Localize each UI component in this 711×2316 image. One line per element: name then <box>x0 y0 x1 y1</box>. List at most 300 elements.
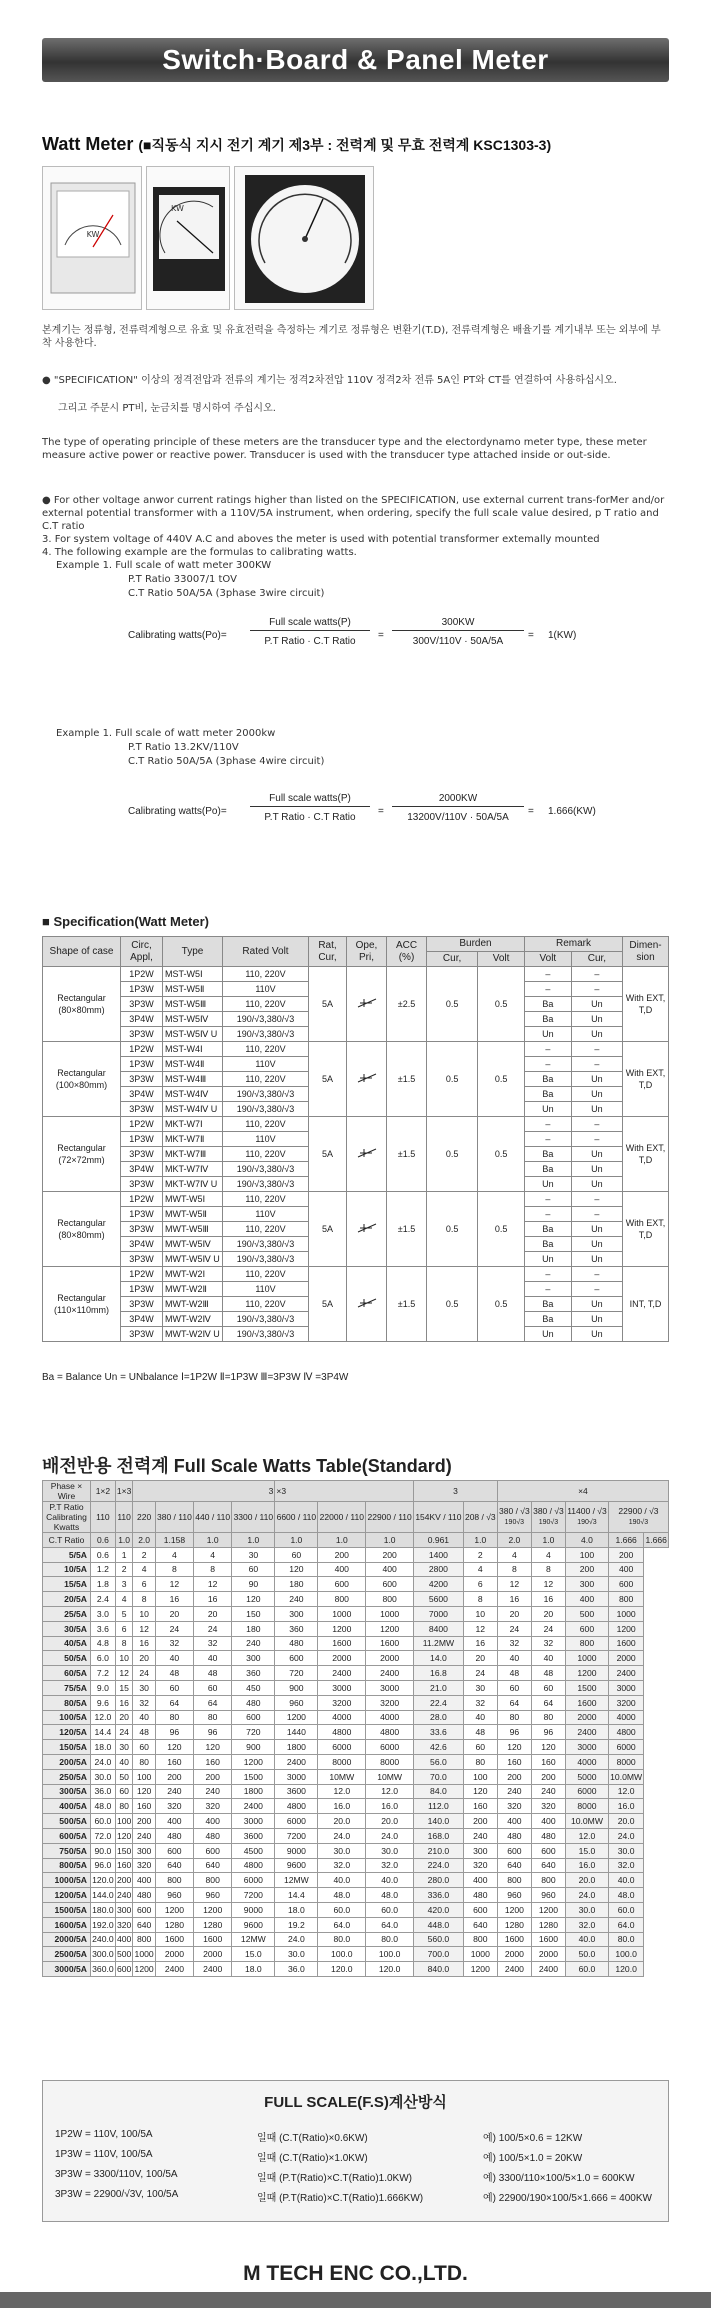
watts-cell: 200 <box>608 1547 643 1562</box>
watts-cell: 1500 <box>232 1769 275 1784</box>
watts-cell: 48.0 <box>608 1888 643 1903</box>
watts-cell: 360 <box>275 1621 318 1636</box>
spec-volt: 110V <box>223 1282 309 1297</box>
watts-cell: 15 <box>115 1680 133 1695</box>
watts-cell: 6000 <box>275 1814 318 1829</box>
kr-bullet-2: 그리고 주문시 PT비, 눈금치를 명시하여 주십시오. <box>58 403 276 414</box>
watts-cell: 300 <box>565 1577 608 1592</box>
en-item-4: 4. The following example are the formulas to calibrating watts. <box>42 547 357 558</box>
ct-ratio-cell: 5/5A <box>43 1547 91 1562</box>
ct-ratio-cell: 1200/5A <box>43 1888 91 1903</box>
watts-cell: 210.0 <box>414 1843 464 1858</box>
watts-cell: 60 <box>155 1680 193 1695</box>
watts-cell: 20 <box>155 1606 193 1621</box>
watts-cell: 42.6 <box>414 1740 464 1755</box>
watts-cell: 160 <box>194 1754 232 1769</box>
watts-cell: 1000 <box>463 1947 497 1962</box>
watts-cell: 40.0 <box>608 1873 643 1888</box>
ex2-result: 1.666(KW) <box>548 806 596 817</box>
watts-cell: 20.0 <box>608 1814 643 1829</box>
watts-cell: 56.0 <box>414 1754 464 1769</box>
spec-type: MWT-W2Ⅰ <box>163 1267 223 1282</box>
spec-rat-cur: 5A <box>309 1267 347 1342</box>
watts-cell: 64.0 <box>366 1917 414 1932</box>
watts-cell: 30.0 <box>275 1947 318 1962</box>
spec-remark-cur: – <box>571 1117 622 1132</box>
watts-cell: 9000 <box>232 1902 275 1917</box>
spec-remark-volt: – <box>524 1267 571 1282</box>
spec-th-dim: Dimen-sion <box>623 937 669 967</box>
ct-ratio-cell: 200/5A <box>43 1754 91 1769</box>
watts-cell: 30.0 <box>565 1902 608 1917</box>
watts-cell: 16 <box>531 1592 565 1607</box>
watts-cell: 200 <box>318 1547 366 1562</box>
table-row <box>43 1784 669 1799</box>
ct-ratio-cell: 60/5A <box>43 1666 91 1681</box>
watts-cell: 400 <box>366 1562 414 1577</box>
tot-ct-cell: 1.0 <box>194 1533 232 1548</box>
spec-remark-volt: Ba <box>524 1162 571 1177</box>
watts-cell: 12MW <box>232 1932 275 1947</box>
watts-cell: 5600 <box>414 1592 464 1607</box>
operating-principle-icon <box>347 1267 387 1342</box>
watts-cell: 4500 <box>232 1843 275 1858</box>
watts-cell: 32 <box>155 1636 193 1651</box>
watts-cell: 3 <box>115 1577 133 1592</box>
spec-volt: 110V <box>223 982 309 997</box>
tot-pt-cell <box>91 1502 116 1533</box>
watts-cell: 640 <box>497 1858 531 1873</box>
tot-pt-value: 11400 / √3 <box>567 1506 607 1516</box>
ct-ratio-cell: 20/5A <box>43 1592 91 1607</box>
spec-circ: 1P2W <box>121 1042 163 1057</box>
watts-cell: 48 <box>531 1666 565 1681</box>
watts-cell: 60 <box>194 1680 232 1695</box>
spec-type: MST-W4Ⅲ <box>163 1072 223 1087</box>
watts-cell: 12.0 <box>91 1710 116 1725</box>
spec-shape: Rectangular (72×72mm) <box>43 1117 121 1192</box>
spec-th-remark: Remark <box>524 937 622 952</box>
watts-cell: 32.0 <box>366 1858 414 1873</box>
watts-cell: 200 <box>115 1873 133 1888</box>
watts-cell: 40 <box>463 1710 497 1725</box>
section-title <box>42 134 551 155</box>
ct-ratio-cell: 1000/5A <box>43 1873 91 1888</box>
watts-cell: 12 <box>497 1577 531 1592</box>
watts-cell: 100 <box>133 1769 155 1784</box>
watts-cell: 30 <box>463 1680 497 1695</box>
tot-pt-value: 110 <box>96 1512 110 1522</box>
spec-remark-cur: Un <box>571 1312 622 1327</box>
watts-cell: 9000 <box>275 1843 318 1858</box>
tot-phase-x3: ×3 <box>275 1481 414 1502</box>
watts-cell: 180 <box>275 1577 318 1592</box>
operating-principle-icon <box>347 1042 387 1117</box>
table-row <box>43 1947 669 1962</box>
spec-remark-volt: Ba <box>524 1222 571 1237</box>
watts-cell: 1 <box>115 1547 133 1562</box>
watts-cell: 200 <box>463 1814 497 1829</box>
tot-ct-cell: 1.0 <box>232 1533 275 1548</box>
kw-label-2: KW <box>171 204 184 213</box>
watts-cell: 30.0 <box>608 1843 643 1858</box>
watts-cell: 150 <box>115 1843 133 1858</box>
spec-circ: 1P2W <box>121 1192 163 1207</box>
watts-cell: 600 <box>133 1902 155 1917</box>
spec-dim: With EXT, T,D <box>623 1117 669 1192</box>
watts-cell: 120 <box>232 1592 275 1607</box>
watts-cell: 1600 <box>366 1636 414 1651</box>
watts-cell: 720 <box>232 1725 275 1740</box>
fs-line-4c: 예) 22900/190×100/5×1.666 = 400KW <box>483 2193 652 2204</box>
watts-cell: 16 <box>194 1592 232 1607</box>
watts-cell: 180 <box>232 1621 275 1636</box>
watts-cell: 1800 <box>232 1784 275 1799</box>
spec-th-acc: ACC (%) <box>387 937 427 967</box>
spec-remark-volt: Un <box>524 1177 571 1192</box>
watts-cell: 1200 <box>565 1666 608 1681</box>
watts-cell: 1200 <box>366 1621 414 1636</box>
watts-cell: 48.0 <box>91 1799 116 1814</box>
watts-cell: 120.0 <box>608 1962 643 1977</box>
en-item-3: 3. For system voltage of 440V A.C and aboves the meter is used with potential transformer extemally mounted <box>42 534 600 545</box>
tot-phase-x4: ×4 <box>497 1481 668 1502</box>
watts-cell: 15.0 <box>232 1947 275 1962</box>
watts-cell: 19.2 <box>275 1917 318 1932</box>
watts-cell: 200 <box>133 1814 155 1829</box>
watts-cell: 8 <box>115 1636 133 1651</box>
tot-phase-3: 3 <box>133 1481 275 1502</box>
watts-cell: 10 <box>115 1651 133 1666</box>
spec-remark-cur: – <box>571 1192 622 1207</box>
watts-cell: 800 <box>366 1592 414 1607</box>
watts-cell: 90 <box>232 1577 275 1592</box>
meter-photo-3-art <box>235 167 375 311</box>
tot-phase-label: Phase × Wire <box>43 1481 91 1502</box>
watts-cell: 160 <box>133 1799 155 1814</box>
watts-cell: 800 <box>531 1873 565 1888</box>
watts-cell: 960 <box>531 1888 565 1903</box>
watts-cell: 200 <box>565 1562 608 1577</box>
watts-cell: 6000 <box>318 1740 366 1755</box>
watts-cell: 120 <box>275 1562 318 1577</box>
spec-volt: 110, 220V <box>223 1297 309 1312</box>
watts-cell: 300.0 <box>91 1947 116 1962</box>
ct-ratio-cell: 2000/5A <box>43 1932 91 1947</box>
watts-cell: 12 <box>463 1621 497 1636</box>
watts-cell: 1200 <box>275 1710 318 1725</box>
watts-cell: 1200 <box>497 1902 531 1917</box>
spec-type: MWT-W5Ⅲ <box>163 1222 223 1237</box>
watts-cell: 1200 <box>463 1962 497 1977</box>
spec-remark-volt: – <box>524 967 571 982</box>
meter-photo-1 <box>42 166 142 310</box>
watts-cell: 600 <box>463 1902 497 1917</box>
fs-line-4b: 일때 (P.T(Ratio)×C.T(Ratio)1.666KW) <box>257 2193 424 2204</box>
watts-cell: 80 <box>463 1754 497 1769</box>
table-row <box>43 1547 669 1562</box>
spec-dim: With EXT, T,D <box>623 1192 669 1267</box>
watts-cell: 800 <box>155 1873 193 1888</box>
watts-cell: 800 <box>497 1873 531 1888</box>
watts-cell: 144.0 <box>91 1888 116 1903</box>
table-row <box>43 1754 669 1769</box>
watts-cell: 400 <box>497 1814 531 1829</box>
watts-cell: 4 <box>531 1547 565 1562</box>
section-title-main: Watt Meter <box>42 134 134 154</box>
spec-rat-cur: 5A <box>309 1192 347 1267</box>
spec-circ: 3P4W <box>121 1312 163 1327</box>
tot-pt-cell <box>414 1502 464 1533</box>
spec-remark-volt: – <box>524 982 571 997</box>
tot-pt-cell <box>497 1502 531 1533</box>
watts-cell: 480 <box>155 1828 193 1843</box>
spec-remark-volt: Ba <box>524 1087 571 1102</box>
watts-cell: 480 <box>194 1828 232 1843</box>
spec-circ: 3P3W <box>121 1072 163 1087</box>
watts-cell: 300 <box>133 1843 155 1858</box>
watts-cell: 60.0 <box>318 1902 366 1917</box>
spec-type: MWT-W5Ⅳ U <box>163 1252 223 1267</box>
watts-cell: 640 <box>133 1917 155 1932</box>
tot-pt-value: 380 / 110 <box>157 1512 192 1522</box>
watts-cell: 2400 <box>275 1754 318 1769</box>
spec-volt: 190/√3,380/√3 <box>223 1087 309 1102</box>
table-row <box>43 1873 669 1888</box>
watts-cell: 10 <box>133 1606 155 1621</box>
spec-circ: 1P3W <box>121 1132 163 1147</box>
watts-cell: 12 <box>531 1577 565 1592</box>
watts-cell: 20 <box>194 1606 232 1621</box>
watts-cell: 12.0 <box>608 1784 643 1799</box>
watts-cell: 40.0 <box>318 1873 366 1888</box>
watts-cell: 32 <box>133 1695 155 1710</box>
en-paragraph: The type of operating principle of these meters are the transducer type and the electordynamo meter type, these meter measure active power or reactive power. Transducer is used with the transducer type attached inside or out-side. <box>42 437 647 461</box>
watts-cell: 160 <box>497 1754 531 1769</box>
spec-acc: ±1.5 <box>387 1192 427 1267</box>
watts-cell: 160 <box>531 1754 565 1769</box>
tot-ct-label: C.T Ratio <box>43 1533 91 1548</box>
spec-burden-volt: 0.5 <box>478 1117 525 1192</box>
tot-pt-value: 220 <box>137 1512 152 1522</box>
watts-cell: 1200 <box>155 1902 193 1917</box>
tot-phase-3b: 3 <box>414 1481 498 1502</box>
watts-cell: 32 <box>463 1695 497 1710</box>
spec-circ: 3P3W <box>121 1297 163 1312</box>
spec-remark-cur: Un <box>571 1087 622 1102</box>
watts-cell: 900 <box>232 1740 275 1755</box>
table-row <box>43 1710 669 1725</box>
fs-line-2c: 예) 100/5×1.0 = 20KW <box>483 2153 583 2164</box>
spec-burden-volt: 0.5 <box>478 1192 525 1267</box>
watts-cell: 192.0 <box>91 1917 116 1932</box>
ct-ratio-cell: 75/5A <box>43 1680 91 1695</box>
spec-remark-volt: Ba <box>524 1312 571 1327</box>
table-row <box>43 1917 669 1932</box>
ex1-pt: P.T Ratio 33007/1 tOV <box>128 574 237 585</box>
watts-cell: 32.0 <box>608 1858 643 1873</box>
watts-cell: 24.0 <box>366 1828 414 1843</box>
fs-line-1c: 예) 100/5×0.6 = 12KW <box>483 2133 583 2144</box>
watts-cell: 24 <box>463 1666 497 1681</box>
watts-cell: 32 <box>531 1636 565 1651</box>
tot-pt-value: 110 <box>117 1512 131 1522</box>
watts-cell: 60 <box>232 1562 275 1577</box>
watts-cell: 60 <box>463 1740 497 1755</box>
watts-cell: 600 <box>155 1843 193 1858</box>
watts-cell: 3000 <box>366 1680 414 1695</box>
watts-cell: 3000 <box>232 1814 275 1829</box>
kr-paragraph: 본계기는 정류형, 전류력계형으로 유효 및 유효전력을 측정하는 계기로 정류형은 변환기(T.D), 전류력계형은 배율기를 계기내부 또는 외부에 부착 사용한다. <box>42 325 661 349</box>
spec-remark-cur: Un <box>571 1177 622 1192</box>
spec-circ: 1P2W <box>121 1267 163 1282</box>
watts-cell: 6000 <box>232 1873 275 1888</box>
watts-cell: 96.0 <box>91 1858 116 1873</box>
watts-cell: 1600 <box>155 1932 193 1947</box>
watts-cell: 1000 <box>133 1947 155 1962</box>
watts-cell: 960 <box>497 1888 531 1903</box>
meter-photo-1-art <box>43 167 143 311</box>
watts-cell: 4000 <box>318 1710 366 1725</box>
watts-cell: 3200 <box>318 1695 366 1710</box>
watts-cell: 4200 <box>414 1577 464 1592</box>
watts-cell: 640 <box>463 1917 497 1932</box>
ct-ratio-cell: 40/5A <box>43 1636 91 1651</box>
watts-cell: 48.0 <box>318 1888 366 1903</box>
watts-cell: 80 <box>194 1710 232 1725</box>
watts-cell: 120 <box>115 1828 133 1843</box>
watts-cell: 64 <box>531 1695 565 1710</box>
watts-cell: 600 <box>318 1577 366 1592</box>
watts-cell: 800 <box>463 1932 497 1947</box>
watts-cell: 24.0 <box>318 1828 366 1843</box>
table-row <box>43 1828 669 1843</box>
tot-ct-cell: 4.0 <box>565 1533 608 1548</box>
spec-type: MWT-W2Ⅱ <box>163 1282 223 1297</box>
watts-cell: 400 <box>318 1562 366 1577</box>
watts-cell: 4000 <box>366 1710 414 1725</box>
tot-ct-cell: 0.961 <box>414 1533 464 1548</box>
watts-cell: 16.0 <box>318 1799 366 1814</box>
ex2-label: Calibrating watts(Po)= <box>128 806 227 817</box>
watts-cell: 2400 <box>232 1799 275 1814</box>
tot-pt-value: 22000 / 110 <box>319 1512 364 1522</box>
watts-cell: 3000 <box>318 1680 366 1695</box>
spec-remark-cur: – <box>571 1057 622 1072</box>
watts-cell: 3000 <box>275 1769 318 1784</box>
watts-cell: 2400 <box>155 1962 193 1977</box>
tot-pt-cell <box>608 1502 668 1533</box>
watts-cell: 7.2 <box>91 1666 116 1681</box>
watts-cell: 20 <box>133 1651 155 1666</box>
watts-cell: 720 <box>275 1666 318 1681</box>
ct-ratio-cell: 600/5A <box>43 1828 91 1843</box>
spec-table-body <box>43 967 669 1342</box>
watts-cell: 240.0 <box>91 1932 116 1947</box>
watts-cell: 70.0 <box>414 1769 464 1784</box>
watts-cell: 1280 <box>531 1917 565 1932</box>
watts-cell: 12.0 <box>366 1784 414 1799</box>
spec-remark-cur: – <box>571 982 622 997</box>
watts-cell: 4 <box>133 1562 155 1577</box>
spec-circ: 3P4W <box>121 1087 163 1102</box>
spec-type: MST-W4Ⅳ <box>163 1087 223 1102</box>
watts-cell: 240 <box>275 1592 318 1607</box>
table-row <box>43 1695 669 1710</box>
watts-cell: 5000 <box>565 1769 608 1784</box>
spec-remark-cur: – <box>571 1282 622 1297</box>
spec-th-burden-cur: Cur, <box>427 952 478 967</box>
table-row <box>43 1902 669 1917</box>
watts-cell: 20.0 <box>366 1814 414 1829</box>
watts-cell: 24.0 <box>565 1888 608 1903</box>
watts-cell: 300 <box>232 1651 275 1666</box>
watts-cell: 8 <box>463 1592 497 1607</box>
table-row <box>43 1799 669 1814</box>
tot-pt-row <box>43 1502 669 1533</box>
watts-cell: 6.0 <box>91 1651 116 1666</box>
watts-cell: 1200 <box>608 1621 643 1636</box>
watts-cell: 32.0 <box>318 1858 366 1873</box>
spec-row <box>43 1042 669 1057</box>
watts-cell: 1.8 <box>91 1577 116 1592</box>
watts-cell: 120.0 <box>91 1873 116 1888</box>
watts-cell: 1280 <box>194 1917 232 1932</box>
tot-pt-value: 22900 / 110 <box>367 1512 412 1522</box>
watts-cell: 18.0 <box>275 1902 318 1917</box>
table-row <box>43 1814 669 1829</box>
meter-photo-2-art <box>147 167 231 311</box>
watts-cell: 8000 <box>608 1754 643 1769</box>
watts-cell: 1280 <box>155 1917 193 1932</box>
watts-table-body <box>43 1547 669 1976</box>
spec-th-remark-volt: Volt <box>524 952 571 967</box>
watts-cell: 1400 <box>414 1547 464 1562</box>
table-row <box>43 1962 669 1977</box>
watts-cell: 2000 <box>608 1651 643 1666</box>
spec-type: MKT-W7Ⅳ U <box>163 1177 223 1192</box>
watts-cell: 240 <box>232 1636 275 1651</box>
kw-label-1: KW <box>86 230 100 239</box>
spec-th-rat: Rat, Cur, <box>309 937 347 967</box>
watts-cell: 60.0 <box>608 1902 643 1917</box>
watts-cell: 16 <box>133 1636 155 1651</box>
ex2-den: P.T Ratio · C.T Ratio <box>264 812 356 823</box>
watts-cell: 1600 <box>194 1932 232 1947</box>
spec-remark-volt: – <box>524 1057 571 1072</box>
watts-cell: 10MW <box>318 1769 366 1784</box>
table-row <box>43 1606 669 1621</box>
spec-remark-volt: – <box>524 1117 571 1132</box>
tot-pt-cell <box>232 1502 275 1533</box>
watts-cell: 80 <box>531 1710 565 1725</box>
spec-shape: Rectangular (80×80mm) <box>43 967 121 1042</box>
watts-cell: 11.2MW <box>414 1636 464 1651</box>
watts-cell: 40 <box>497 1651 531 1666</box>
tot-ct-cell: 1.0 <box>463 1533 497 1548</box>
tot-pt-sub: 190√3 <box>628 1519 649 1526</box>
tot-pt-value: 380 / √3 <box>499 1506 530 1516</box>
fs-line-3b: 일때 (P.T(Ratio)×C.T(Ratio)1.0KW) <box>257 2173 412 2184</box>
watts-cell: 20 <box>497 1606 531 1621</box>
watts-cell: 14.4 <box>91 1725 116 1740</box>
watts-cell: 200 <box>366 1547 414 1562</box>
tot-ct-cell: 1.0 <box>115 1533 133 1548</box>
spec-remark-cur: Un <box>571 1102 622 1117</box>
spec-circ: 3P4W <box>121 1012 163 1027</box>
spec-remark-cur: – <box>571 1207 622 1222</box>
watts-cell: 180.0 <box>91 1902 116 1917</box>
